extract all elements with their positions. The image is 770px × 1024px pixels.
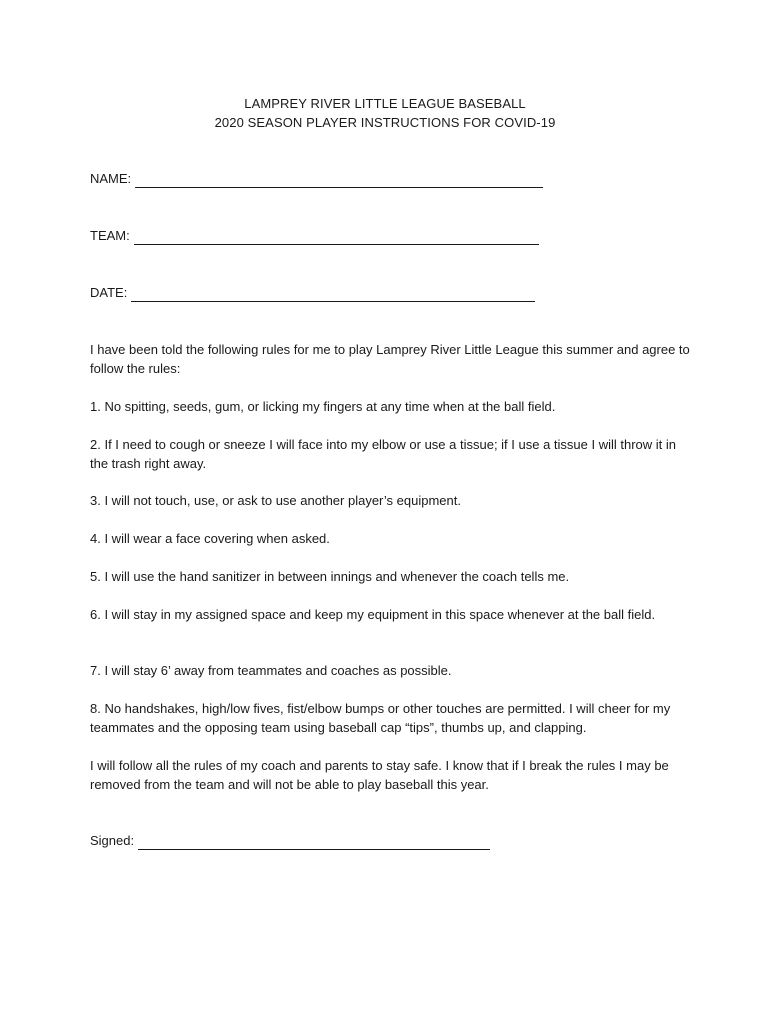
rule-item: 6. I will stay in my assigned space and keep my equipment in this space whenever at the ball field. [90,607,656,622]
rule-item: 5. I will use the hand sanitizer in between innings and whenever the coach tells me. [90,569,570,584]
rule-item: 3. I will not touch, use, or ask to use another player’s equipment. [90,493,461,508]
date-field[interactable] [90,284,535,302]
date-blank-line[interactable] [131,288,535,302]
signed-label: Signed: [90,833,135,848]
team-field[interactable] [90,227,539,245]
intro-paragraph: I have been told the following rules for me to play Lamprey River Little League this summer and agree to follow the rules: [90,342,690,376]
title-line-2: 2020 SEASON PLAYER INSTRUCTIONS FOR COVID-19 [214,115,556,130]
signature-field[interactable] [90,832,490,850]
name-field[interactable] [90,170,543,188]
team-label: TEAM: [90,228,130,243]
name-label: NAME: [90,171,132,186]
rule-item: 8. No handshakes, high/low fives, fist/elbow bumps or other touches are permitted. I will cheer for my teammates and the opposing team using baseball cap “tips”, thumbs up, and clapping. [90,701,671,735]
title-line-1: LAMPREY RIVER LITTLE LEAGUE BASEBALL [244,96,526,111]
team-blank-line[interactable] [134,231,539,245]
rule-item: 4. I will wear a face covering when asked. [90,531,330,546]
rule-item: 1. No spitting, seeds, gum, or licking my fingers at any time when at the ball field. [90,399,556,414]
rule-item: 7. I will stay 6’ away from teammates and coaches as possible. [90,663,452,678]
document-title [0,94,770,132]
date-label: DATE: [90,285,128,300]
name-blank-line[interactable] [135,174,543,188]
rule-item: 2. If I need to cough or sneeze I will face into my elbow or use a tissue; if I use a tissue I will throw it in the trash right away. [90,437,677,471]
signature-blank-line[interactable] [138,836,490,850]
closing-paragraph: I will follow all the rules of my coach and parents to stay safe. I know that if I break the rules I may be removed from the team and will not be able to play baseball this year. [90,758,669,792]
